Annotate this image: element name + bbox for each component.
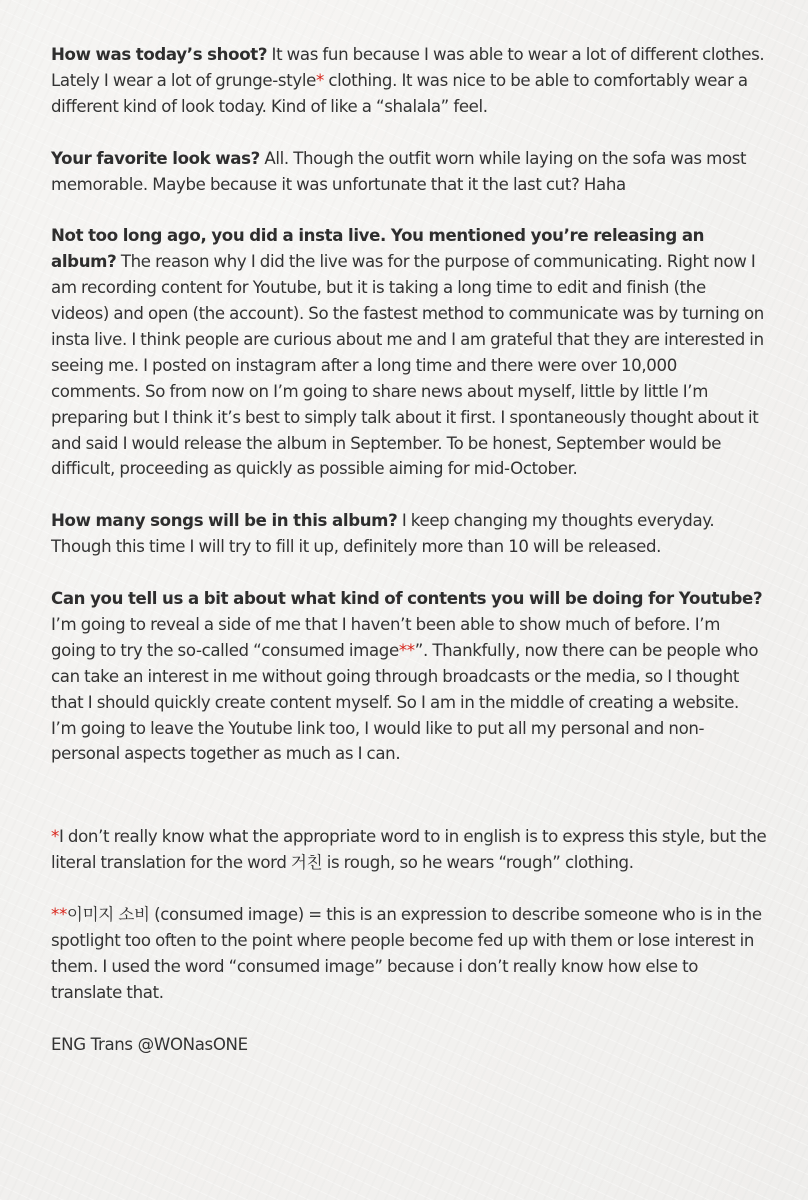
footnote-marker: *: [51, 827, 59, 847]
footnote-text: I don’t really know what the appropriate word to in english is to express this style, but the literal translation for the word 거친 is rough, so he wears “rough” clothing.: [51, 827, 767, 873]
paragraph-spacer: [51, 876, 768, 902]
qa-block-favorite-look: [51, 146, 768, 198]
paragraph-spacer: [51, 560, 768, 586]
section-spacer: [51, 767, 768, 824]
paragraph-spacer: [51, 1006, 768, 1032]
answer-text: All. Though the outfit worn while laying on the sofa was most memorable. Maybe because it was unfortunate that it the last cut? Haha: [51, 148, 747, 194]
qa-block-insta-live: [51, 223, 768, 482]
paragraph-spacer: [51, 120, 768, 146]
qa-block-shoot: [51, 42, 768, 120]
footnote-1: [51, 824, 768, 876]
translator-credit: ENG Trans @WONasONE: [51, 1034, 248, 1054]
question-text: How was today’s shoot?: [51, 45, 268, 64]
answer-text: clothing. It was nice to be able to comfortably wear a different kind of look today. Kind of like a “shalala” feel.: [51, 70, 748, 116]
answer-text: I keep changing my thoughts everyday. Though this time I will try to fill it up, definitely more than 10 will be released.: [51, 511, 715, 557]
qa-block-album-songs: [51, 508, 768, 560]
answer-text: The reason why I did the live was for the purpose of communicating. Right now I am recording content for Youtube, but it is taking a long time to edit and finish (the videos) and open (the account). So the fastest method to communicate was by turning on insta live. I think people are curious about me and I am grateful that they are interested in seeing me. I posted on instagram after a long time and there were over 10,000 comments. So from now on I’m going to share news about myself, little by little I’m preparing but I think it’s best to simply talk about it first. I spontaneously thought about it and said I would release the album in September. To be honest, September would be difficult, proceeding as quickly as possible aiming for mid-October.: [51, 252, 764, 479]
question-text: Not too long ago, you did a insta live. You mentioned you’re releasing an album?: [51, 226, 705, 272]
answer-text: ”. Thankfully, now there can be people who can take an interest in me without going through broadcasts or the media, so I thought that I should quickly create content myself. So I am in the middle of creating a website. I’m going to leave the Youtube link too, I would like to put all my personal and non-personal aspects together as much as I can.: [51, 640, 759, 764]
question-text: Your favorite look was?: [51, 148, 260, 168]
footnote-marker: **: [398, 640, 415, 660]
question-text: Can you tell us a bit about what kind of contents you will be doing for Youtube?: [51, 588, 763, 608]
footnote-marker: **: [51, 905, 67, 925]
footnote-marker: *: [315, 70, 324, 90]
footnote-text: 이미지 소비 (consumed image) = this is an expression to describe someone who is in the spotlight too often to the point where people become fed up with them or lose interest in them. I used the word “consumed image” because i don’t really know how else to translate that.: [51, 905, 762, 1002]
footnote-2: [51, 902, 768, 1006]
paragraph-spacer: [51, 197, 768, 223]
answer-text: It was fun because I was able to wear a lot of different clothes. Lately I wear a lot of grunge-style: [51, 45, 765, 90]
paragraph-spacer: [51, 482, 768, 508]
qa-block-youtube: [51, 586, 768, 767]
question-text: How many songs will be in this album?: [51, 511, 398, 531]
answer-text: I’m going to reveal a side of me that I haven’t been able to show much of before. I’m going to try the so-called “consumed image: [51, 614, 721, 660]
